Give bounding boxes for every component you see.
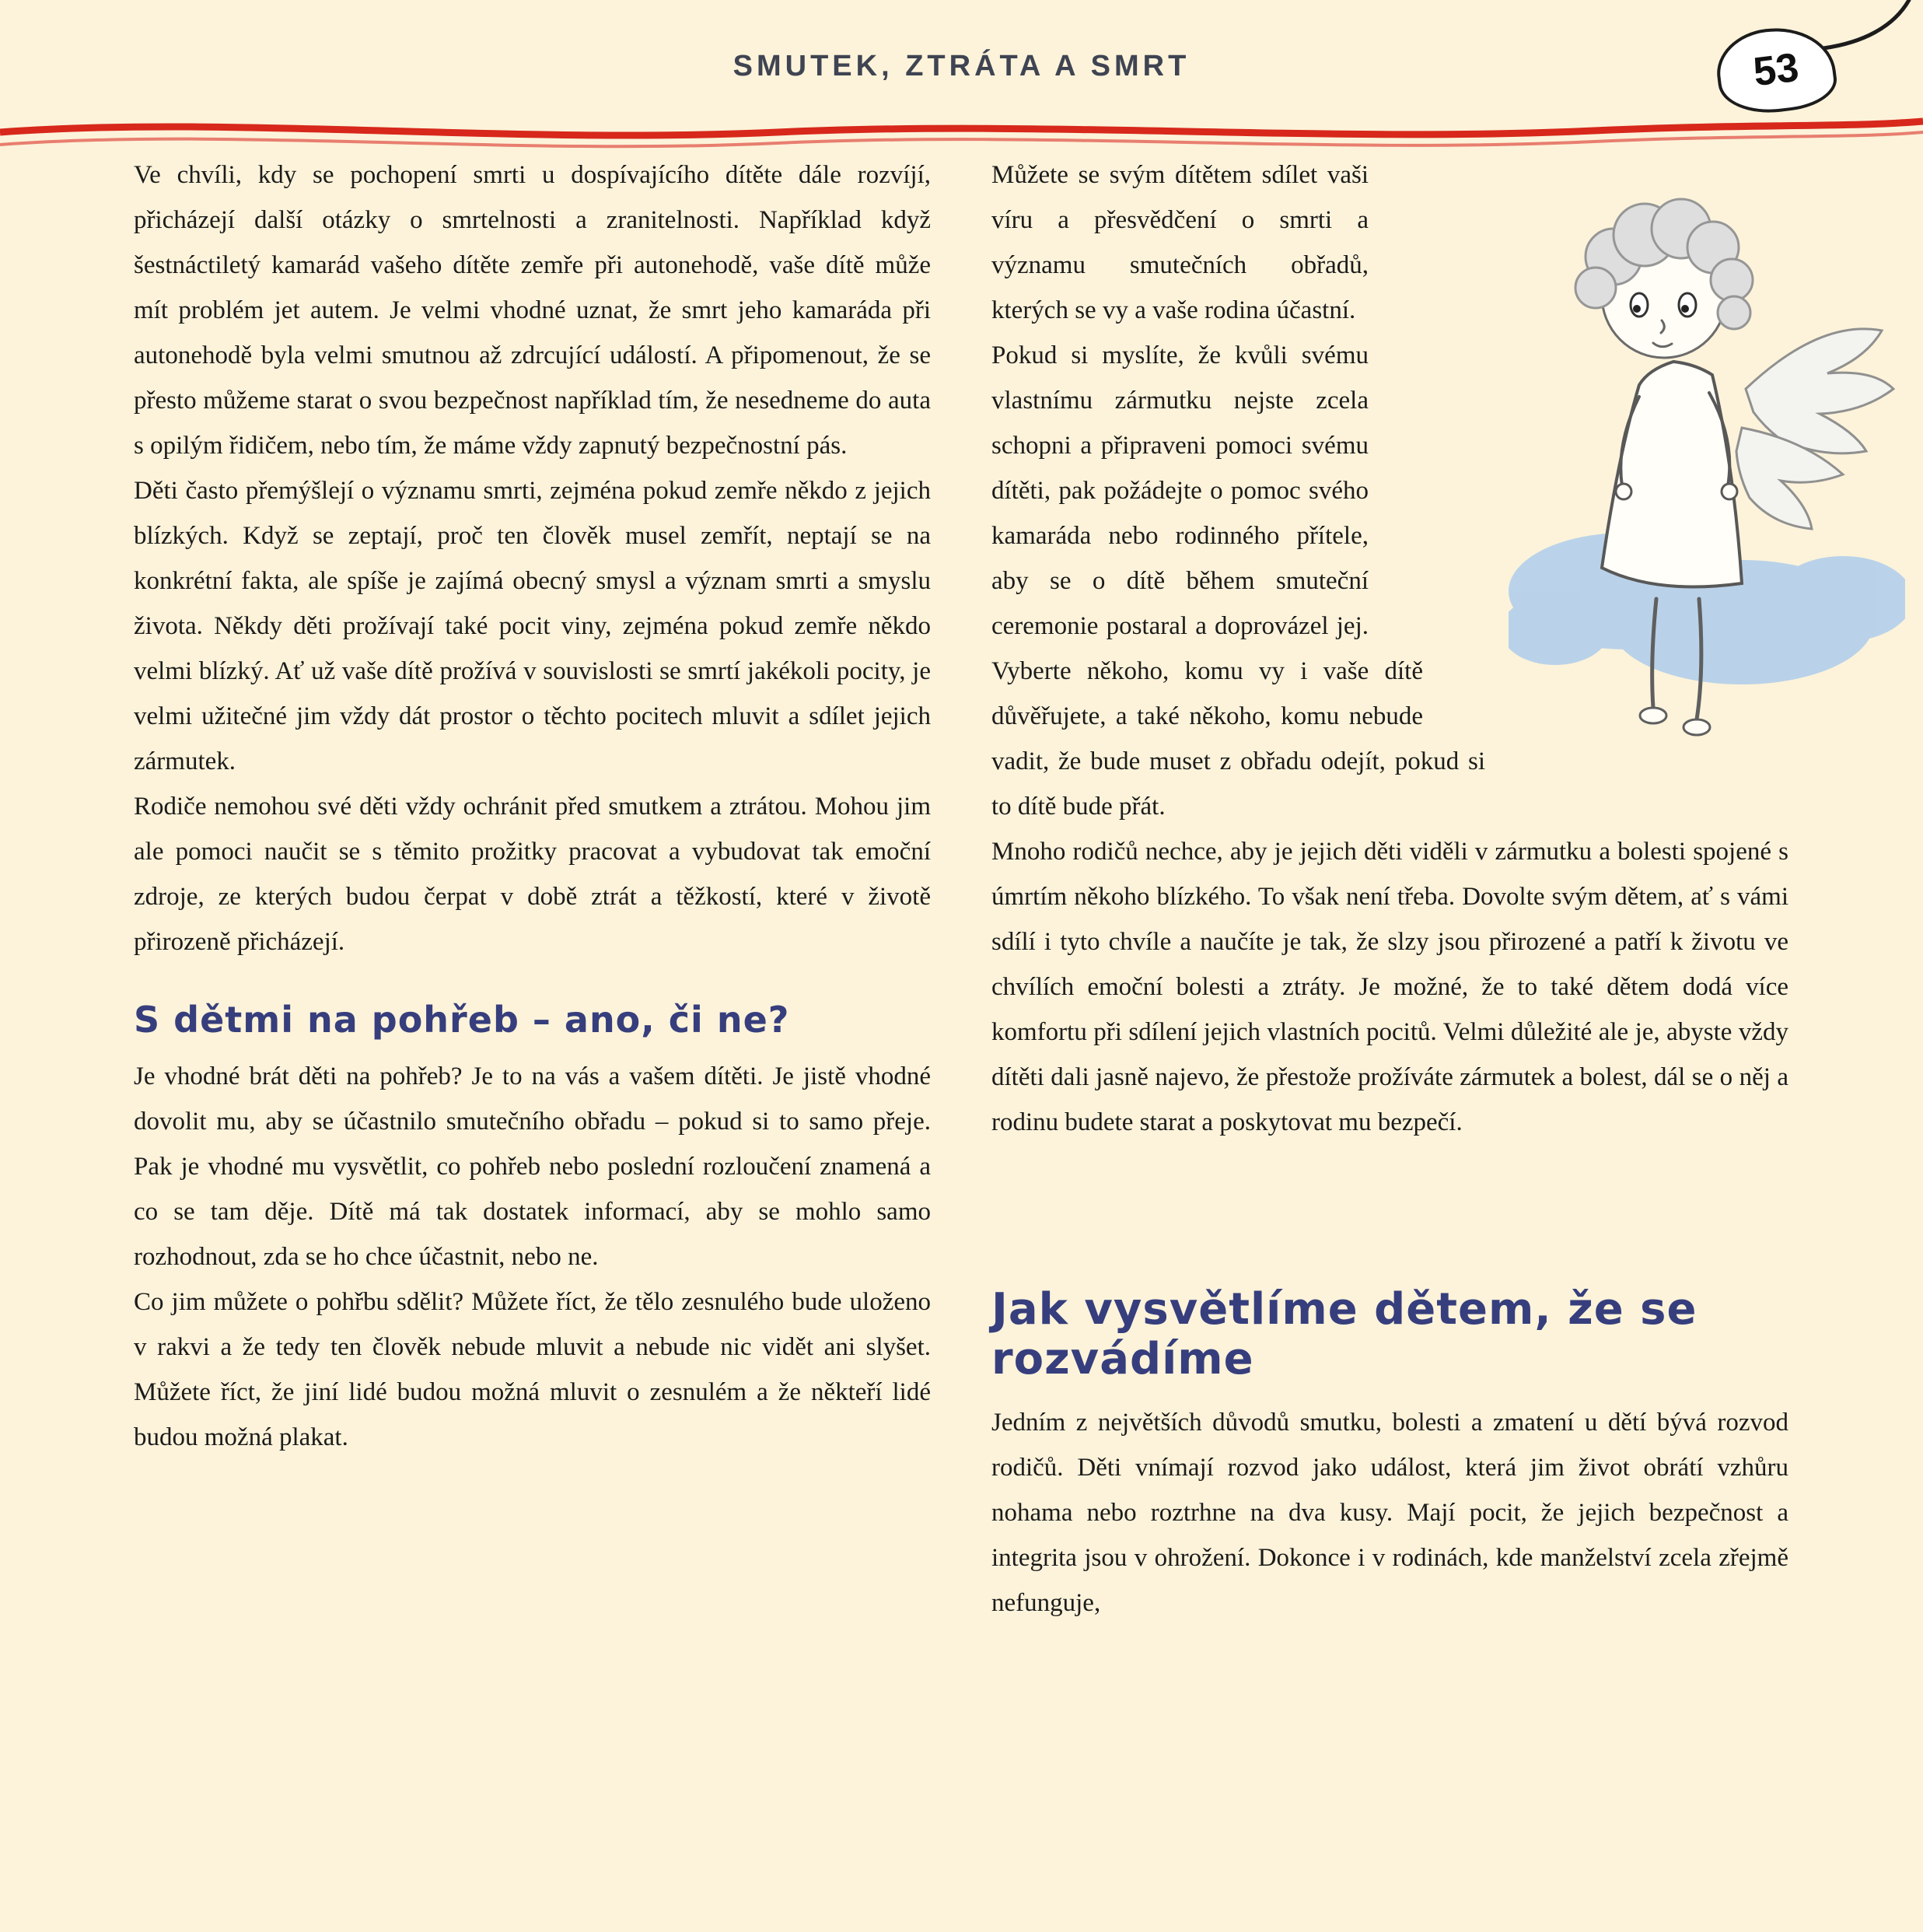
paragraph: Jedním z největších důvodů smutku, bolesti a zmatení u dětí bývá rozvod rodičů. Děti vnímají rozvod jako událost, která jim život obrátí vzhůru nohama nebo roztrhne na dva kusy. Mají pocit, že jejich bezpečnost a integrita jsou v ohrožení. Dokonce i v rodinách, kde manželství zcela zřejmě nefunguje, bbox=[991, 1409, 1788, 1617]
paragraph: Pokud si myslíte, že kvůli svému vlastnímu zármutku nejste zcela schopni a připraveni pomoci svému dítěti, pak požádejte o pomoc svého kamaráda nebo rodinného přítele, aby se o dítě během smuteční ceremonie postaral a doprovázel jej. Vyberte někoho, komu vy i vaše dítě důvěřujete, a také někoho, komu nebude vadit, že bude muset z obřadu odejít, pokud si to dítě bude přát. bbox=[991, 341, 1485, 821]
page-number: 53 bbox=[1750, 44, 1802, 96]
page-header-title: SMUTEK, ZTRÁTA A SMRT bbox=[732, 50, 1191, 82]
section-heading-funeral: S dětmi na pohřeb – ano, či ne? bbox=[134, 999, 790, 1041]
paragraph: Co jim můžete o pohřbu sdělit? Můžete říct, že tělo zesnulého bude uloženo v rakvi a že tedy ten člověk nebude mluvit a nebude nic vidět ani slyšet. Můžete říct, že jiní lidé budou možná mluvit o zesnulém a že někteří lidé budou možná plakat. bbox=[134, 1288, 931, 1451]
illustration-text-wrap-spacer bbox=[1423, 619, 1788, 709]
page-content bbox=[134, 152, 1789, 1626]
section-heading-divorce: Jak vysvětlíme dětem, že se rozvádíme bbox=[991, 1284, 1697, 1384]
paragraph: Můžete se svým dítětem sdílet vaši víru a přesvědčení o smrti a významu smutečních obřadů, kterých se vy a vaše rodina účastní. bbox=[991, 161, 1369, 324]
illustration-text-wrap-spacer bbox=[1369, 152, 1788, 619]
text-column-left bbox=[134, 152, 931, 1626]
paragraph: Je vhodné brát děti na pohřeb? Je to na vás a vašem dítěti. Je jistě vhodné dovolit mu, aby se účastnilo smutečního obřadu – pokud si to samo přeje. Pak je vhodné mu vysvětlit, co pohřeb nebo poslední rozloučení znamená a co se tam děje. Dítě má tak dostatek informací, aby se mohlo samo rozhodnout, zda se ho chce účastnit, nebo ne. bbox=[134, 1062, 931, 1271]
paragraph: Rodiče nemohou své děti vždy ochránit před smutkem a ztrátou. Mohou jim ale pomoci naučit se s těmito prožitky pracovat a vybudovat tak emoční zdroje, ze kterých budou čerpat v době ztrát a těžkostí, které v životě přirozeně přicházejí. bbox=[134, 793, 931, 956]
paragraph: Ve chvíli, kdy se pochopení smrti u dospívajícího dítěte dále rozvíjí, přicházejí další otázky o smrtelnosti a zranitelnosti. Například když šestnáctiletý kamarád vašeho dítěte zemře při autonehodě, vaše dítě může mít problém jet autem. Je velmi vhodné uznat, že smrt jeho kamaráda při autonehodě byla velmi smutnou až zdrcující událostí. A připomenout, že se přesto můžeme starat o svou bezpečnost například tím, že nesedneme do auta s opilým řidičem, nebo tím, že máme vždy zapnutý bezpečnostní pás. bbox=[134, 161, 931, 460]
paragraph: Mnoho rodičů nechce, aby je jejich děti viděli v zármutku a bolesti spojené s úmrtím někoho blízkého. To však není třeba. Dovolte svým dětem, ať s vámi sdílí i tyto chvíle a naučíte je tak, že slzy jsou přirozené a patří k životu ve chvílích emoční bolesti a ztráty. Je možné, že to také dětem dodá více komfortu při sdílení jejich vlastních pocitů. Velmi důležité ale je, abyste vždy dítěti dali jasně najevo, že přestože prožíváte zármutek a bolest, dál se o něj a rodinu budete starat a poskytovat mu bezpečí. bbox=[991, 838, 1788, 1136]
text-column-right bbox=[991, 152, 1788, 1626]
paragraph: Děti často přemýšlejí o významu smrti, zejména pokud zemře někdo z jejich blízkých. Když se zeptají, proč ten člověk musel zemřít, neptají se na konkrétní fakta, ale spíše je zajímá obecný smysl a význam smrti a smyslu života. Někdy děti prožívají také pocit viny, zejména pokud zemře někdo velmi blízký. Ať už vaše dítě prožívá v souvislosti se smrtí jakékoli pocity, je velmi užitečné jim vždy dát prostor o těchto pocitech mluvit a sdílet jejich zármutek. bbox=[134, 477, 931, 775]
illustration-text-wrap-spacer bbox=[1485, 709, 1788, 784]
